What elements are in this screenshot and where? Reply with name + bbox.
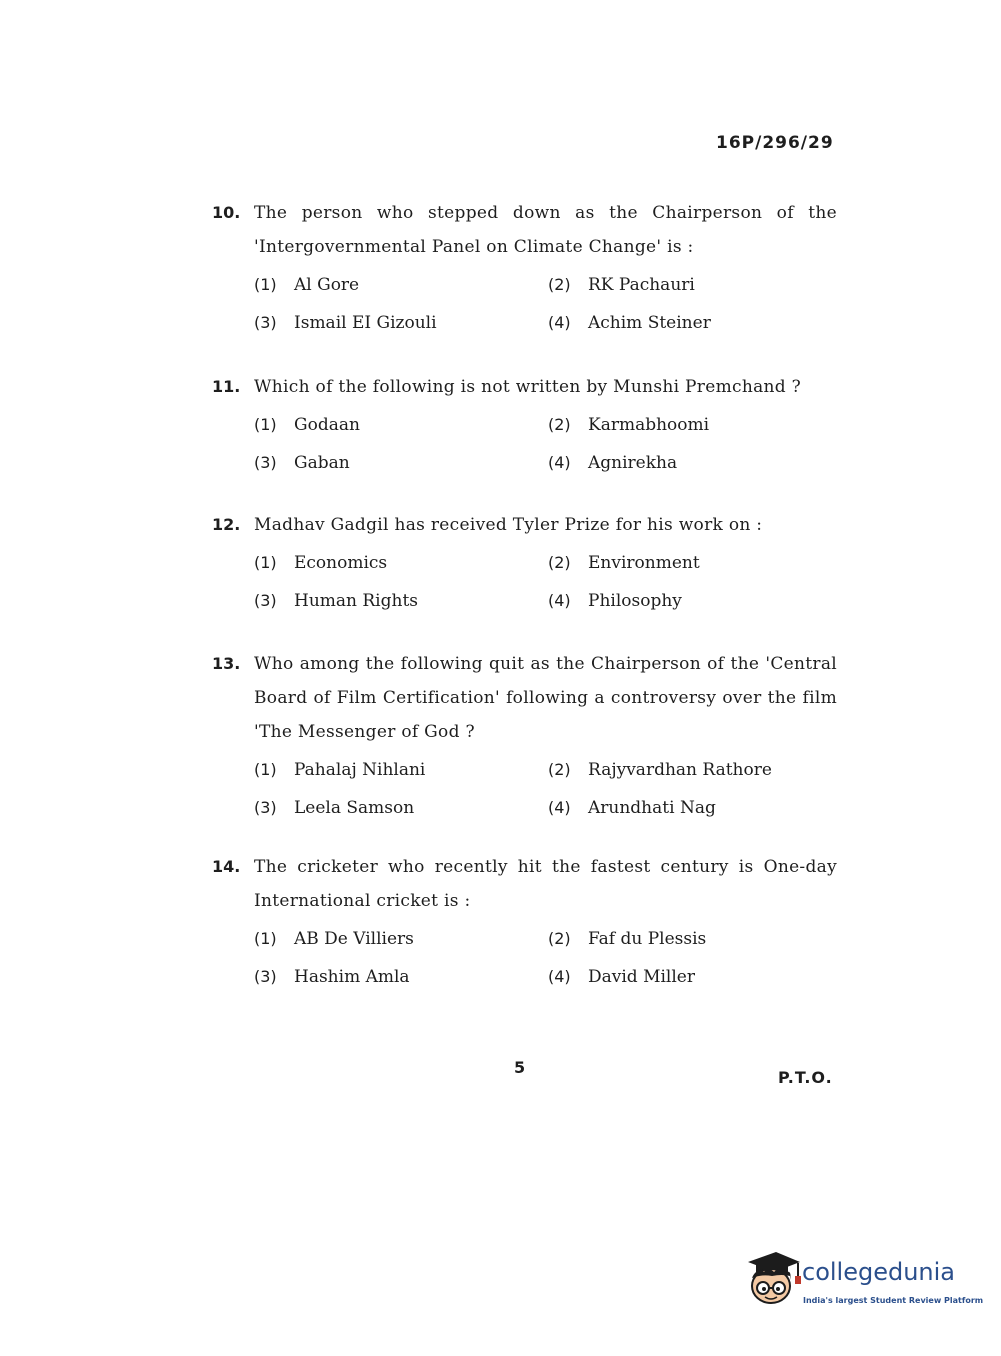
- option-number: (2): [548, 415, 571, 434]
- option-text: Environment: [588, 553, 700, 573]
- option-text: Ismail EI Gizouli: [294, 313, 437, 333]
- option-number: (3): [254, 967, 277, 986]
- pto-label: P.T.O.: [778, 1068, 833, 1087]
- option-number: (4): [548, 798, 571, 817]
- option-text: Gaban: [294, 453, 350, 473]
- option-4: [548, 306, 842, 340]
- question-number: 13.: [212, 654, 241, 673]
- option-text: Pahalaj Nihlani: [294, 760, 426, 780]
- option-number: (1): [254, 760, 277, 779]
- question-text: The person who stepped down as the Chairperson of the 'Intergovernmental Panel on Climate Change' is :: [254, 203, 837, 257]
- option-text: Godaan: [294, 415, 360, 435]
- option-number: (2): [548, 275, 571, 294]
- option-text: Leela Samson: [294, 798, 415, 818]
- question-number: 11.: [212, 377, 241, 396]
- option-number: (1): [254, 415, 277, 434]
- option-1: [254, 922, 548, 956]
- question-text: Which of the following is not written by Munshi Premchand ?: [254, 377, 802, 397]
- option-2: [548, 408, 842, 442]
- option-2: [548, 922, 842, 956]
- option-text: Arundhati Nag: [588, 798, 716, 818]
- option-1: [254, 753, 548, 787]
- question-number: 10.: [212, 203, 241, 222]
- option-number: (4): [548, 967, 571, 986]
- question-text: Who among the following quit as the Chairperson of the 'Central Board of Film Certification' following a controversy over the film 'The Messenger of God ?: [254, 654, 837, 742]
- option-text: Hashim Amla: [294, 967, 410, 987]
- option-text: Faf du Plessis: [588, 929, 707, 949]
- collegedunia-logo: [742, 1248, 984, 1318]
- option-text: Achim Steiner: [588, 313, 711, 333]
- brand-name: collegedunia: [802, 1258, 956, 1286]
- option-number: (2): [548, 553, 571, 572]
- option-text: Philosophy: [588, 591, 682, 611]
- option-number: (3): [254, 453, 277, 472]
- option-number: (1): [254, 553, 277, 572]
- mascot-icon: [742, 1248, 802, 1310]
- option-text: RK Pachauri: [588, 275, 695, 295]
- option-3: [254, 584, 548, 618]
- option-text: Human Rights: [294, 591, 419, 611]
- option-3: [254, 306, 548, 340]
- question-14: [212, 850, 837, 994]
- option-1: [254, 268, 548, 302]
- option-3: [254, 960, 548, 994]
- page-number: 5: [514, 1058, 526, 1077]
- option-number: (1): [254, 929, 277, 948]
- option-2: [548, 268, 842, 302]
- option-number: (3): [254, 591, 277, 610]
- option-3: [254, 446, 548, 480]
- option-1: [254, 546, 548, 580]
- option-number: (4): [548, 313, 571, 332]
- option-number: (4): [548, 453, 571, 472]
- options-list: [254, 753, 837, 825]
- question-text: Madhav Gadgil has received Tyler Prize for his work on :: [254, 515, 763, 535]
- options-list: [254, 546, 837, 618]
- option-text: Karmabhoomi: [588, 415, 710, 435]
- option-4: [548, 791, 842, 825]
- option-4: [548, 446, 842, 480]
- option-4: [548, 584, 842, 618]
- question-number: 14.: [212, 857, 241, 876]
- option-text: Agnirekha: [588, 453, 678, 473]
- question-11: [212, 370, 837, 480]
- question-10: [212, 196, 837, 340]
- options-list: [254, 922, 837, 994]
- option-text: Rajyvardhan Rathore: [588, 760, 772, 780]
- option-number: (3): [254, 313, 277, 332]
- options-list: [254, 268, 837, 340]
- option-number: (2): [548, 929, 571, 948]
- option-number: (3): [254, 798, 277, 817]
- option-text: Al Gore: [294, 275, 360, 295]
- brand-tagline: India's largest Student Review Platform: [803, 1296, 984, 1305]
- option-2: [548, 753, 842, 787]
- option-2: [548, 546, 842, 580]
- option-text: AB De Villiers: [294, 929, 414, 949]
- option-text: David Miller: [588, 967, 695, 987]
- option-number: (2): [548, 760, 571, 779]
- question-text: The cricketer who recently hit the fastest century is One-day International cricket is :: [254, 857, 837, 911]
- option-3: [254, 791, 548, 825]
- option-1: [254, 408, 548, 442]
- option-text: Economics: [294, 553, 388, 573]
- option-number: (1): [254, 275, 277, 294]
- question-13: [212, 647, 837, 825]
- option-number: (4): [548, 591, 571, 610]
- options-list: [254, 408, 837, 480]
- page-code: 16P/296/29: [716, 133, 834, 153]
- option-4: [548, 960, 842, 994]
- question-number: 12.: [212, 515, 241, 534]
- question-12: [212, 508, 837, 618]
